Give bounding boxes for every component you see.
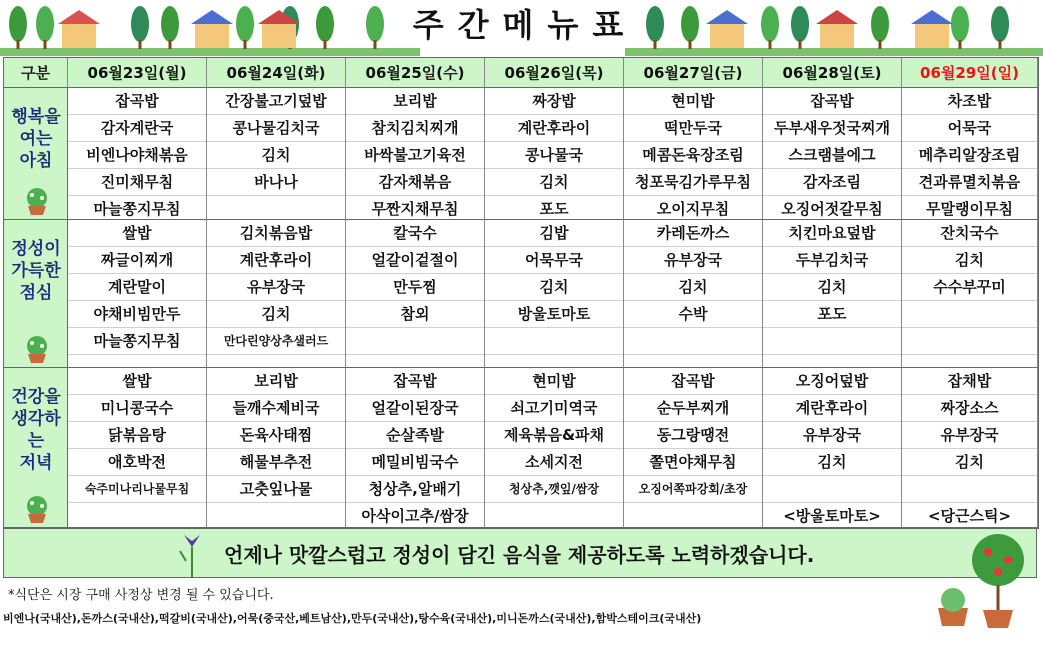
menu-item: 현미밥 [485,368,623,395]
menu-item: 들깨수제비국 [207,395,345,422]
menu-cell [763,88,902,220]
house-icon [195,24,229,48]
tree-icon [9,6,27,42]
menu-item: 수박 [624,301,762,328]
tree-trunk [169,40,172,49]
tree-trunk [799,40,802,49]
menu-item: 짜장소스 [902,395,1037,422]
menu-cell [624,88,763,220]
house-roof-icon [58,10,100,24]
potted-plant-icon [22,494,52,524]
menu-item: 어묵국 [902,115,1037,142]
menu-item: <당근스틱> [902,503,1037,530]
menu-item [68,503,206,530]
menu-item: 마늘쫑지무침 [68,196,206,223]
menu-item: 수수부꾸미 [902,274,1037,301]
menu-table [3,57,1039,529]
menu-item: 얼갈이된장국 [346,395,484,422]
menu-item: 김치 [485,274,623,301]
menu-item: 청상추,깻잎/쌈장 [485,476,623,503]
menu-item: 김치 [485,169,623,196]
menu-item: 얼갈이겉절이 [346,247,484,274]
menu-cell [485,368,624,528]
house-icon [820,24,854,48]
menu-item: 청포묵김가루무침 [624,169,762,196]
menu-item [207,503,345,530]
menu-cell [624,220,763,368]
menu-item: 계란후라이 [763,395,901,422]
menu-item: 현미밥 [624,88,762,115]
menu-item: 계란후라이 [485,115,623,142]
tree-icon [161,6,179,42]
menu-cell [207,368,346,528]
menu-item: 메추리알장조림 [902,142,1037,169]
tree-icon [871,6,889,42]
day-header: 06월29일(일) [902,58,1038,88]
menu-item: 포도 [485,196,623,223]
menu-item: 어묵무국 [485,247,623,274]
day-header: 06월26일(목) [485,58,624,88]
menu-item: 진미채무침 [68,169,206,196]
menu-cell [624,368,763,528]
menu-cell [68,220,207,368]
meal-label-text: 정성이 가득한 점심 [11,239,61,303]
menu-item: 미니콩국수 [68,395,206,422]
menu-item: 스크램블에그 [763,142,901,169]
menu-item: 김치 [207,142,345,169]
menu-item: 참치김치찌개 [346,115,484,142]
menu-item: 유부장국 [763,422,901,449]
menu-item: 포도 [763,301,901,328]
house-icon [262,24,296,48]
menu-item: 유부장국 [207,274,345,301]
house-roof-icon [706,10,748,24]
day-header: 06월25일(수) [346,58,485,88]
menu-item [902,301,1037,328]
tree-trunk [689,40,692,49]
menu-item: 잡채밥 [902,368,1037,395]
day-header: 06월28일(토) [763,58,902,88]
menu-item: 고춧잎나물 [207,476,345,503]
origin-info: 비엔나(국내산),돈까스(국내산),떡갈비(국내산),어묵(중국산,베트남산),만두(국내산),탕수육(국내산),미니돈까스(국내산),함박스테이크(국내산) [3,612,702,625]
menu-item: 계란후라이 [207,247,345,274]
menu-cell [207,88,346,220]
meal-label-text: 건강을 생각하는 저녁 [11,387,61,473]
menu-cell [68,88,207,220]
menu-item [902,328,1037,355]
menu-item: 견과류멸치볶음 [902,169,1037,196]
tree-icon [761,6,779,42]
header-corner: 구분 [4,58,68,88]
menu-item: 숙주미나리나물무침 [68,476,206,503]
menu-item: 무짠지채무침 [346,196,484,223]
menu-item [763,476,901,503]
tree-trunk [999,40,1002,49]
menu-item: 순두부찌개 [624,395,762,422]
tree-trunk [324,40,327,49]
menu-item: 비엔나야채볶음 [68,142,206,169]
tree-icon [791,6,809,42]
menu-item: 콩나물김치국 [207,115,345,142]
menu-item: 보리밥 [346,88,484,115]
menu-item: 김치볶음밥 [207,220,345,247]
menu-cell [346,368,485,528]
menu-item: 쌀밥 [68,368,206,395]
menu-item: 김치 [763,449,901,476]
tree-icon [951,6,969,42]
menu-item: 소세지전 [485,449,623,476]
menu-cell [346,88,485,220]
menu-item: 감자계란국 [68,115,206,142]
menu-item: 감자조림 [763,169,901,196]
menu-item: 유부장국 [902,422,1037,449]
tree-icon [316,6,334,42]
menu-item: 두부김치국 [763,247,901,274]
house-icon [62,24,96,48]
meal-section-label [4,368,68,528]
menu-item: 김치 [624,274,762,301]
house-roof-icon [816,10,858,24]
menu-item: 김치 [902,247,1037,274]
flower-pot-icon [928,530,1038,630]
menu-item: 메밀비빔국수 [346,449,484,476]
meal-section-label [4,220,68,368]
menu-item: 콩나물국 [485,142,623,169]
day-header: 06월27일(금) [624,58,763,88]
menu-cell [346,220,485,368]
footer-message: 언제나 맛깔스럽고 정성이 담긴 음식을 제공하도록 노력하겠습니다. [224,543,815,567]
menu-item: 돈육사태찜 [207,422,345,449]
menu-item: 참외 [346,301,484,328]
menu-item: 만다린양상추샐러드 [207,328,345,355]
menu-item: 치킨마요덮밥 [763,220,901,247]
menu-item: 오이지무침 [624,196,762,223]
menu-cell [485,220,624,368]
tree-trunk [959,40,962,49]
menu-cell [68,368,207,528]
menu-item: 두부새우젓국찌개 [763,115,901,142]
menu-item: 간장불고기덮밥 [207,88,345,115]
menu-item: 쇠고기미역국 [485,395,623,422]
menu-item: 잡곡밥 [68,88,206,115]
tree-trunk [139,40,142,49]
change-notice: *식단은 시장 구매 사정상 변경 될 수 있습니다. [8,588,274,603]
menu-item: 쌀밥 [68,220,206,247]
menu-item: 청상추,알배기 [346,476,484,503]
house-roof-icon [191,10,233,24]
tree-trunk [44,40,47,49]
meal-section-label [4,88,68,220]
menu-item: 잔치국수 [902,220,1037,247]
menu-item: 오징어덮밥 [763,368,901,395]
menu-item [485,503,623,530]
tree-icon [36,6,54,42]
menu-item: 무말랭이무침 [902,196,1037,223]
menu-item: 야채비빔만두 [68,301,206,328]
potted-plant-icon [22,186,52,216]
menu-cell [902,88,1038,220]
day-header: 06월24일(화) [207,58,346,88]
menu-item [624,503,762,530]
menu-item: 떡만두국 [624,115,762,142]
menu-item: 순살족발 [346,422,484,449]
menu-item: 마늘쫑지무침 [68,328,206,355]
menu-item: 오징어젓갈무침 [763,196,901,223]
menu-item: 계란말이 [68,274,206,301]
menu-item: 잡곡밥 [763,88,901,115]
footer-banner [3,528,1037,578]
menu-item: 애호박전 [68,449,206,476]
tree-trunk [17,40,20,49]
menu-cell [763,220,902,368]
menu-item: 김밥 [485,220,623,247]
tree-icon [236,6,254,42]
menu-item: 칼국수 [346,220,484,247]
menu-item [346,328,484,355]
menu-item [485,328,623,355]
menu-item: 차조밥 [902,88,1037,115]
tree-trunk [879,40,882,49]
menu-item [902,476,1037,503]
tree-trunk [769,40,772,49]
menu-item: 만두찜 [346,274,484,301]
tree-icon [681,6,699,42]
house-icon [710,24,744,48]
menu-item: 제육볶음&파채 [485,422,623,449]
menu-item: 방울토마토 [485,301,623,328]
menu-item [763,328,901,355]
menu-cell [763,368,902,528]
menu-item: 동그랑땡전 [624,422,762,449]
menu-item: 김치 [207,301,345,328]
potted-plant-icon [22,334,52,364]
meal-label-text: 행복을 여는 아침 [11,107,61,171]
menu-item [624,328,762,355]
menu-item: 아삭이고추/쌈장 [346,503,484,530]
menu-item: 보리밥 [207,368,345,395]
menu-cell [485,88,624,220]
menu-item: 김치 [763,274,901,301]
menu-item: 오징어쪽파강회/초장 [624,476,762,503]
menu-item: 감자채볶음 [346,169,484,196]
menu-item: 짜장밥 [485,88,623,115]
iris-flower-icon [172,531,212,577]
page-title: 주간메뉴표 [412,6,638,44]
menu-item: 잡곡밥 [346,368,484,395]
menu-cell [207,220,346,368]
menu-item: 카레돈까스 [624,220,762,247]
menu-item: 잡곡밥 [624,368,762,395]
menu-item: 짜글이찌개 [68,247,206,274]
menu-item: 바싹불고기육전 [346,142,484,169]
house-roof-icon [911,10,953,24]
tree-icon [991,6,1009,42]
menu-item: 바나나 [207,169,345,196]
tree-trunk [374,40,377,49]
day-header: 06월23일(월) [68,58,207,88]
house-icon [915,24,949,48]
menu-item: 닭볶음탕 [68,422,206,449]
menu-item: 메콤돈육장조림 [624,142,762,169]
menu-item: 해물부추전 [207,449,345,476]
menu-item [207,196,345,223]
menu-item: 유부장국 [624,247,762,274]
menu-item: 쫄면야채무침 [624,449,762,476]
menu-item: 김치 [902,449,1037,476]
menu-cell [902,368,1038,528]
tree-icon [131,6,149,42]
menu-item: <방울토마토> [763,503,901,530]
tree-trunk [244,40,247,49]
menu-cell [902,220,1038,368]
